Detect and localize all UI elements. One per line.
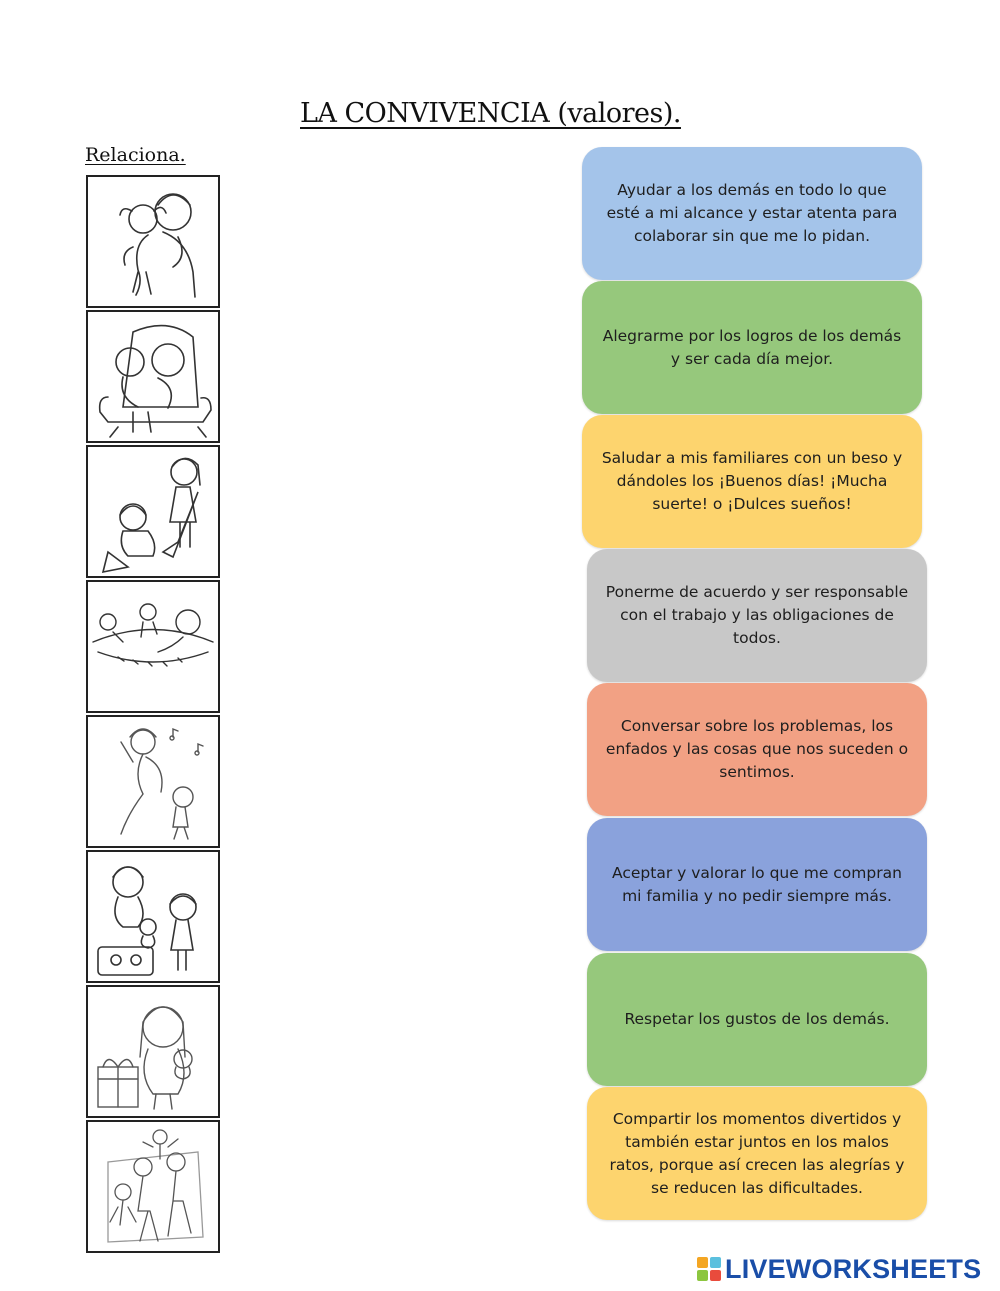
value-card-2[interactable]: Alegrarme por los logros de los demás y ser cada día mejor. (582, 281, 922, 414)
children-with-toys-drawing (88, 852, 218, 981)
parent-hugging-child-drawing (88, 177, 218, 306)
value-card-1[interactable]: Ayudar a los demás en todo lo que esté a mi alcance y estar atenta para colaborar sin que me lo pidan. (582, 147, 922, 280)
value-card-6[interactable]: Aceptar y valorar lo que me compran mi familia y no pedir siempre más. (587, 818, 927, 951)
family-playing-game-drawing (88, 582, 218, 711)
value-card-3[interactable]: Saludar a mis familiares con un beso y dándoles los ¡Buenos días! ¡Mucha suerte! o ¡Dulces sueños! (582, 415, 922, 548)
value-card-7[interactable]: Respetar los gustos de los demás. (587, 953, 927, 1086)
children-sweeping-floor-drawing (88, 447, 218, 576)
value-card-8[interactable]: Compartir los momentos divertidos y también estar juntos en los malos ratos, porque así crecen las alegrías y se reducen las dificultades. (587, 1087, 927, 1220)
picture-8[interactable] (86, 1120, 220, 1253)
girl-with-gift-drawing (88, 987, 218, 1116)
logo-text: LIVEWORKSHEETS (725, 1253, 982, 1284)
picture-5[interactable] (86, 715, 220, 848)
picture-column (86, 175, 220, 1255)
liveworksheets-logo[interactable] (697, 1253, 981, 1285)
instruction-label: Relaciona. (85, 144, 186, 166)
family-having-fun-drawing (88, 1122, 218, 1251)
picture-6[interactable] (86, 850, 220, 983)
value-card-4[interactable]: Ponerme de acuerdo y ser responsable con el trabajo y las obligaciones de todos. (587, 549, 927, 682)
page-title: LA CONVIVENCIA (valores). (300, 98, 681, 129)
picture-1[interactable] (86, 175, 220, 308)
grandparent-child-armchair-drawing (88, 312, 218, 441)
picture-3[interactable] (86, 445, 220, 578)
picture-4[interactable] (86, 580, 220, 713)
liveworksheets-logo-icon (697, 1257, 721, 1281)
mother-singing-with-child-drawing (88, 717, 218, 846)
value-card-5[interactable]: Conversar sobre los problemas, los enfados y las cosas que nos suceden o sentimos. (587, 683, 927, 816)
picture-2[interactable] (86, 310, 220, 443)
picture-7[interactable] (86, 985, 220, 1118)
